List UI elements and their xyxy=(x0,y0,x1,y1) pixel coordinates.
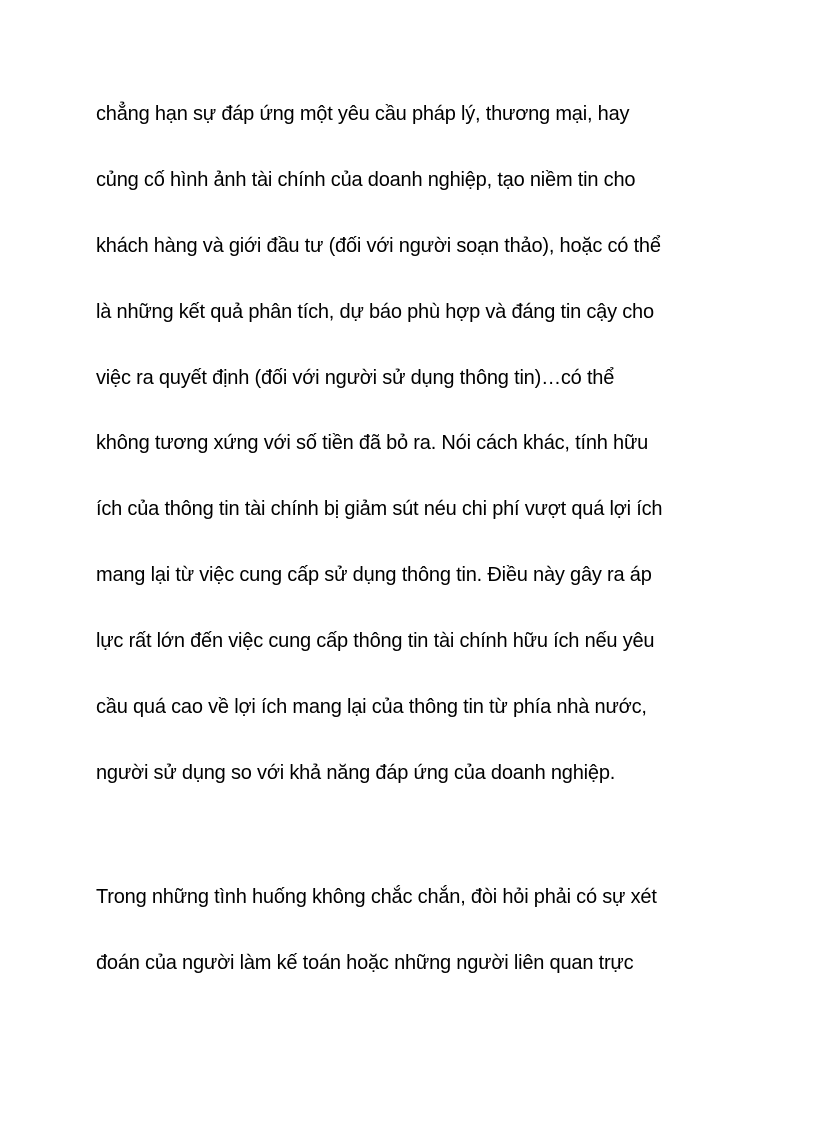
paragraph-1 xyxy=(96,104,736,829)
text-line: củng cố hình ảnh tài chính của doanh nghiệp, tạo niềm tin cho xyxy=(96,168,636,191)
text-line: không tương xứng với số tiền đã bỏ ra. Nói cách khác, tính hữu xyxy=(96,432,649,455)
text-line: cầu quá cao về lợi ích mang lại của thông tin từ phía nhà nước, xyxy=(96,696,647,719)
paragraph-2 xyxy=(96,887,736,1019)
text-line: là những kết quả phân tích, dự báo phù hợp và đáng tin cậy cho xyxy=(96,300,654,323)
text-line: lực rất lớn đến việc cung cấp thông tin tài chính hữu ích nếu yêu xyxy=(96,630,655,653)
text-line: người sử dụng so với khả năng đáp ứng của doanh nghiệp. xyxy=(96,761,616,784)
text-line: việc ra quyết định (đối với người sử dụng thông tin)…có thể xyxy=(96,366,615,389)
text-line: khách hàng và giới đầu tư (đối với người soạn thảo), hoặc có thể xyxy=(96,234,661,257)
text-line: ích của thông tin tài chính bị giảm sút néu chi phí vượt quá lợi ích xyxy=(96,498,663,521)
text-line: chẳng hạn sự đáp ứng một yêu cầu pháp lý, thương mại, hay xyxy=(96,103,630,125)
text-line: mang lại từ việc cung cấp sử dụng thông tin. Điều này gây ra áp xyxy=(96,564,652,587)
text-line: Trong những tình huống không chắc chắn, đòi hỏi phải có sự xét xyxy=(96,886,657,908)
text-line: đoán của người làm kế toán hoặc những người liên quan trực xyxy=(96,951,634,974)
